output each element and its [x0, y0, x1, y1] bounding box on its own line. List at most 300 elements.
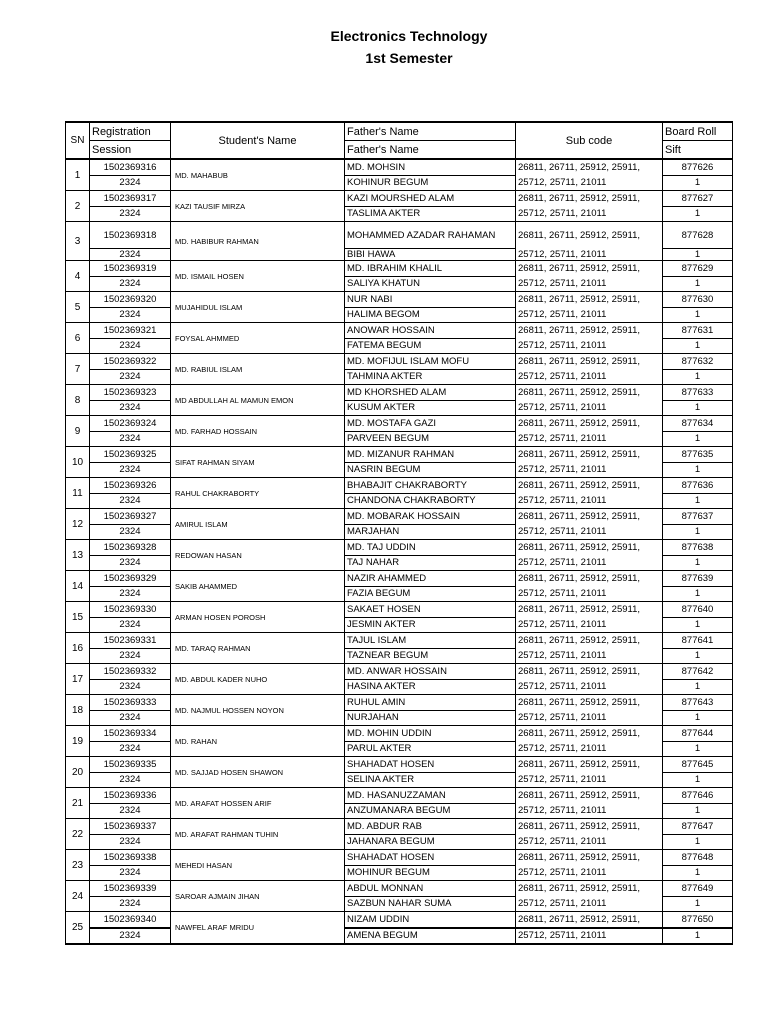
student-name-cell: MD. FARHAD HOSSAIN — [171, 416, 345, 447]
father-name-cell: MD KHORSHED ALAM — [345, 385, 516, 401]
student-row — [66, 191, 733, 207]
sn-cell: 4 — [66, 261, 90, 292]
registration-cell: 1502369320 — [90, 292, 171, 308]
sn-cell: 21 — [66, 788, 90, 819]
board-roll-cell: 877649 — [663, 881, 733, 897]
sift-cell: 1 — [663, 493, 733, 509]
mother-name-cell: SAZBUN NAHAR SUMA — [345, 896, 516, 912]
mother-name-cell: HASINA AKTER — [345, 679, 516, 695]
student-row-second-line — [66, 206, 733, 222]
sn-cell: 5 — [66, 292, 90, 323]
mother-name-cell: ANZUMANARA BEGUM — [345, 803, 516, 819]
sub-code-line-2: 25712, 25711, 21011 — [516, 586, 663, 602]
sift-cell: 1 — [663, 648, 733, 664]
sub-code-line-1: 26811, 26711, 25912, 25911, — [516, 385, 663, 401]
student-name-cell: SAKIB AHAMMED — [171, 571, 345, 602]
sub-code-line-1: 26811, 26711, 25912, 25911, — [516, 881, 663, 897]
board-roll-cell: 877646 — [663, 788, 733, 804]
sn-cell: 12 — [66, 509, 90, 540]
student-row — [66, 881, 733, 897]
student-name-cell: ARMAN HOSEN POROSH — [171, 602, 345, 633]
sift-cell: 1 — [663, 206, 733, 222]
sn-cell: 19 — [66, 726, 90, 757]
sub-code-line-2: 25712, 25711, 21011 — [516, 896, 663, 912]
father-name-cell: SHAHADAT HOSEN — [345, 850, 516, 866]
student-row-second-line — [66, 493, 733, 509]
sub-code-line-1: 26811, 26711, 25912, 25911, — [516, 664, 663, 680]
sn-cell: 16 — [66, 633, 90, 664]
sub-code-line-1: 26811, 26711, 25912, 25911, — [516, 788, 663, 804]
mother-name-cell: SELINA AKTER — [345, 772, 516, 788]
sub-code-line-2: 25712, 25711, 21011 — [516, 338, 663, 354]
student-row-second-line — [66, 175, 733, 191]
student-name-cell: MD. ARAFAT RAHMAN TUHIN — [171, 819, 345, 850]
sub-code-line-2: 25712, 25711, 21011 — [516, 710, 663, 726]
session-cell: 2324 — [90, 431, 171, 447]
registration-cell: 1502369321 — [90, 323, 171, 339]
mother-name-cell: TAZNEAR BEGUM — [345, 648, 516, 664]
sn-cell: 14 — [66, 571, 90, 602]
father-name-cell: MD. MIZANUR RAHMAN — [345, 447, 516, 463]
mother-name-cell: NASRIN BEGUM — [345, 462, 516, 478]
board-roll-cell: 877638 — [663, 540, 733, 556]
session-cell: 2324 — [90, 338, 171, 354]
sn-cell: 25 — [66, 912, 90, 945]
header-row-1 — [66, 122, 733, 141]
student-name-cell: KAZI TAUSIF MIRZA — [171, 191, 345, 222]
student-row — [66, 788, 733, 804]
father-name-cell: KAZI MOURSHED ALAM — [345, 191, 516, 207]
board-roll-cell: 877640 — [663, 602, 733, 618]
sift-cell: 1 — [663, 338, 733, 354]
sub-code-line-2: 25712, 25711, 21011 — [516, 648, 663, 664]
sn-cell: 15 — [66, 602, 90, 633]
sub-code-line-2: 25712, 25711, 21011 — [516, 493, 663, 509]
board-roll-cell: 877643 — [663, 695, 733, 711]
registration-cell: 1502369334 — [90, 726, 171, 742]
board-roll-cell: 877631 — [663, 323, 733, 339]
father-name-cell: MD. ANWAR HOSSAIN — [345, 664, 516, 680]
student-row-second-line — [66, 462, 733, 478]
student-row-second-line — [66, 710, 733, 726]
sn-cell: 22 — [66, 819, 90, 850]
mother-name-cell: PARUL AKTER — [345, 741, 516, 757]
student-row-second-line — [66, 803, 733, 819]
student-row-second-line — [66, 772, 733, 788]
session-cell: 2324 — [90, 524, 171, 540]
student-row-second-line — [66, 276, 733, 292]
sub-code-line-2: 25712, 25711, 21011 — [516, 206, 663, 222]
registration-cell: 1502369326 — [90, 478, 171, 494]
header-registration: Registration — [90, 122, 171, 141]
father-name-cell: BHABAJIT CHAKRABORTY — [345, 478, 516, 494]
registration-cell: 1502369324 — [90, 416, 171, 432]
mother-name-cell: NURJAHAN — [345, 710, 516, 726]
sn-cell: 6 — [66, 323, 90, 354]
student-name-cell: MD. ABDUL KADER NUHO — [171, 664, 345, 695]
sub-code-line-1: 26811, 26711, 25912, 25911, — [516, 850, 663, 866]
student-row-second-line — [66, 338, 733, 354]
sub-code-line-1: 26811, 26711, 25912, 25911, — [516, 191, 663, 207]
session-cell: 2324 — [90, 803, 171, 819]
sift-cell: 1 — [663, 369, 733, 385]
student-name-cell: REDOWAN HASAN — [171, 540, 345, 571]
student-name-cell: AMIRUL ISLAM — [171, 509, 345, 540]
mother-name-cell: TASLIMA AKTER — [345, 206, 516, 222]
student-row — [66, 354, 733, 370]
session-cell: 2324 — [90, 741, 171, 757]
student-name-cell: MD. RABIUL ISLAM — [171, 354, 345, 385]
sub-code-line-1: 26811, 26711, 25912, 25911, — [516, 540, 663, 556]
mother-name-cell: MOHINUR BEGUM — [345, 865, 516, 881]
student-row-second-line — [66, 617, 733, 633]
board-roll-cell: 877635 — [663, 447, 733, 463]
sub-code-line-1: 26811, 26711, 25912, 25911, — [516, 478, 663, 494]
sub-code-line-1: 26811, 26711, 25912, 25911, — [516, 571, 663, 587]
registration-cell: 1502369333 — [90, 695, 171, 711]
registration-cell: 1502369335 — [90, 757, 171, 773]
father-name-cell: MD. MOBARAK HOSSAIN — [345, 509, 516, 525]
student-row — [66, 159, 733, 175]
father-name-cell: MD. MOSTAFA GAZI — [345, 416, 516, 432]
session-cell: 2324 — [90, 710, 171, 726]
sub-code-line-1: 26811, 26711, 25912, 25911, — [516, 819, 663, 835]
sub-code-line-1: 26811, 26711, 25912, 25911, — [516, 354, 663, 370]
student-name-cell: MUJAHIDUL ISLAM — [171, 292, 345, 323]
sift-cell: 1 — [663, 524, 733, 540]
sub-code-line-2: 25712, 25711, 21011 — [516, 431, 663, 447]
board-roll-cell: 877626 — [663, 159, 733, 175]
student-row-second-line — [66, 648, 733, 664]
student-row — [66, 447, 733, 463]
student-name-cell: MD. RAHAN — [171, 726, 345, 757]
father-name-cell: NUR NABI — [345, 292, 516, 308]
board-roll-cell: 877633 — [663, 385, 733, 401]
session-cell: 2324 — [90, 648, 171, 664]
father-name-cell: MD. ABDUR RAB — [345, 819, 516, 835]
sub-code-line-1: 26811, 26711, 25912, 25911, — [516, 757, 663, 773]
session-cell: 2324 — [90, 493, 171, 509]
student-name-cell: MD. SAJJAD HOSEN SHAWON — [171, 757, 345, 788]
session-cell: 2324 — [90, 617, 171, 633]
header-sub-code: Sub code — [516, 122, 663, 159]
sn-cell: 17 — [66, 664, 90, 695]
sub-code-line-2: 25712, 25711, 21011 — [516, 679, 663, 695]
registration-cell: 1502369336 — [90, 788, 171, 804]
board-roll-cell: 877648 — [663, 850, 733, 866]
sn-cell: 9 — [66, 416, 90, 447]
results-table — [65, 121, 733, 945]
sub-code-line-2: 25712, 25711, 21011 — [516, 865, 663, 881]
sn-cell: 8 — [66, 385, 90, 416]
student-name-cell: MD. HABIBUR RAHMAN — [171, 222, 345, 261]
sub-code-line-2: 25712, 25711, 21011 — [516, 555, 663, 571]
board-roll-cell: 877642 — [663, 664, 733, 680]
header-fathers-name: Father's Name — [345, 122, 516, 141]
father-name-cell: MD. TAJ UDDIN — [345, 540, 516, 556]
mother-name-cell: BIBI HAWA — [345, 249, 516, 261]
board-roll-cell: 877641 — [663, 633, 733, 649]
registration-cell: 1502369339 — [90, 881, 171, 897]
student-name-cell: SIFAT RAHMAN SIYAM — [171, 447, 345, 478]
mother-name-cell: KOHINUR BEGUM — [345, 175, 516, 191]
mother-name-cell: TAJ NAHAR — [345, 555, 516, 571]
sub-code-line-1: 26811, 26711, 25912, 25911, — [516, 292, 663, 308]
registration-cell: 1502369317 — [90, 191, 171, 207]
student-row-second-line — [66, 741, 733, 757]
father-name-cell: SHAHADAT HOSEN — [345, 757, 516, 773]
sub-code-line-1: 26811, 26711, 25912, 25911, — [516, 416, 663, 432]
sift-cell: 1 — [663, 896, 733, 912]
student-row-second-line — [66, 834, 733, 850]
student-name-cell: MD. ISMAIL HOSEN — [171, 261, 345, 292]
student-row-second-line — [66, 586, 733, 602]
sub-code-line-2: 25712, 25711, 21011 — [516, 175, 663, 191]
sub-code-line-1: 26811, 26711, 25912, 25911, — [516, 726, 663, 742]
mother-name-cell: MARJAHAN — [345, 524, 516, 540]
student-row-second-line — [66, 555, 733, 571]
mother-name-cell: JAHANARA BEGUM — [345, 834, 516, 850]
mother-name-cell: SALIYA KHATUN — [345, 276, 516, 292]
sift-cell: 1 — [663, 617, 733, 633]
sift-cell: 1 — [663, 276, 733, 292]
sub-code-line-1: 26811, 26711, 25912, 25911, — [516, 912, 663, 928]
header-session: Session — [90, 141, 171, 160]
student-row — [66, 664, 733, 680]
sift-cell: 1 — [663, 555, 733, 571]
header-sift: Sift — [663, 141, 733, 160]
board-roll-cell: 877628 — [663, 222, 733, 249]
sub-code-line-2: 25712, 25711, 21011 — [516, 928, 663, 945]
registration-cell: 1502369325 — [90, 447, 171, 463]
student-name-cell: RAHUL CHAKRABORTY — [171, 478, 345, 509]
student-row — [66, 540, 733, 556]
board-roll-cell: 877650 — [663, 912, 733, 928]
page-subtitle: 1st Semester — [365, 50, 453, 66]
session-cell: 2324 — [90, 206, 171, 222]
registration-cell: 1502369328 — [90, 540, 171, 556]
student-name-cell: MD ABDULLAH AL MAMUN EMON — [171, 385, 345, 416]
sift-cell: 1 — [663, 803, 733, 819]
father-name-cell: NIZAM UDDIN — [345, 912, 516, 928]
sift-cell: 1 — [663, 772, 733, 788]
header-student-name: Student's Name — [171, 122, 345, 159]
board-roll-cell: 877630 — [663, 292, 733, 308]
father-name-cell: MOHAMMED AZADAR RAHAMAN — [345, 222, 516, 249]
student-row-second-line — [66, 679, 733, 695]
registration-cell: 1502369337 — [90, 819, 171, 835]
sub-code-line-2: 25712, 25711, 21011 — [516, 617, 663, 633]
sub-code-line-2: 25712, 25711, 21011 — [516, 524, 663, 540]
student-row — [66, 509, 733, 525]
session-cell: 2324 — [90, 834, 171, 850]
student-row — [66, 757, 733, 773]
registration-cell: 1502369318 — [90, 222, 171, 249]
sub-code-line-1: 26811, 26711, 25912, 25911, — [516, 695, 663, 711]
sub-code-line-2: 25712, 25711, 21011 — [516, 803, 663, 819]
sub-code-line-2: 25712, 25711, 21011 — [516, 249, 663, 261]
sift-cell: 1 — [663, 834, 733, 850]
board-roll-cell: 877627 — [663, 191, 733, 207]
student-row — [66, 571, 733, 587]
registration-cell: 1502369330 — [90, 602, 171, 618]
registration-cell: 1502369319 — [90, 261, 171, 277]
sub-code-line-2: 25712, 25711, 21011 — [516, 462, 663, 478]
session-cell: 2324 — [90, 462, 171, 478]
father-name-cell: ABDUL MONNAN — [345, 881, 516, 897]
sub-code-line-2: 25712, 25711, 21011 — [516, 834, 663, 850]
header-sn: SN — [66, 122, 90, 159]
student-row-second-line — [66, 249, 733, 261]
sift-cell: 1 — [663, 249, 733, 261]
session-cell: 2324 — [90, 175, 171, 191]
sift-cell: 1 — [663, 462, 733, 478]
student-row-second-line — [66, 896, 733, 912]
student-row — [66, 385, 733, 401]
sub-code-line-1: 26811, 26711, 25912, 25911, — [516, 159, 663, 175]
father-name-cell: MD. MOHIN UDDIN — [345, 726, 516, 742]
sift-cell: 1 — [663, 586, 733, 602]
sn-cell: 10 — [66, 447, 90, 478]
sub-code-line-2: 25712, 25711, 21011 — [516, 400, 663, 416]
registration-cell: 1502369338 — [90, 850, 171, 866]
session-cell: 2324 — [90, 400, 171, 416]
registration-cell: 1502369322 — [90, 354, 171, 370]
student-row — [66, 292, 733, 308]
father-name-cell: NAZIR AHAMMED — [345, 571, 516, 587]
sub-code-line-1: 26811, 26711, 25912, 25911, — [516, 222, 663, 249]
board-roll-cell: 877632 — [663, 354, 733, 370]
sift-cell: 1 — [663, 400, 733, 416]
student-name-cell: MD. NAJMUL HOSSEN NOYON — [171, 695, 345, 726]
mother-name-cell: FAZIA BEGUM — [345, 586, 516, 602]
student-row-second-line — [66, 431, 733, 447]
board-roll-cell: 877637 — [663, 509, 733, 525]
student-row — [66, 222, 733, 249]
registration-cell: 1502369323 — [90, 385, 171, 401]
mother-name-cell: FATEMA BEGUM — [345, 338, 516, 354]
session-cell: 2324 — [90, 772, 171, 788]
student-row-second-line — [66, 307, 733, 323]
mother-name-cell: CHANDONA CHAKRABORTY — [345, 493, 516, 509]
registration-cell: 1502369332 — [90, 664, 171, 680]
father-name-cell: MD. HASANUZZAMAN — [345, 788, 516, 804]
student-row — [66, 912, 733, 928]
sub-code-line-1: 26811, 26711, 25912, 25911, — [516, 633, 663, 649]
registration-cell: 1502369329 — [90, 571, 171, 587]
registration-cell: 1502369327 — [90, 509, 171, 525]
sift-cell: 1 — [663, 865, 733, 881]
mother-name-cell: PARVEEN BEGUM — [345, 431, 516, 447]
sn-cell: 20 — [66, 757, 90, 788]
sn-cell: 2 — [66, 191, 90, 222]
sub-code-line-2: 25712, 25711, 21011 — [516, 276, 663, 292]
student-row — [66, 726, 733, 742]
registration-cell: 1502369340 — [90, 912, 171, 928]
sift-cell: 1 — [663, 679, 733, 695]
sift-cell: 1 — [663, 928, 733, 945]
board-roll-cell: 877647 — [663, 819, 733, 835]
sn-cell: 18 — [66, 695, 90, 726]
sn-cell: 7 — [66, 354, 90, 385]
session-cell: 2324 — [90, 928, 171, 945]
session-cell: 2324 — [90, 865, 171, 881]
father-name-cell: ANOWAR HOSSAIN — [345, 323, 516, 339]
mother-name-cell: KUSUM AKTER — [345, 400, 516, 416]
sub-code-line-2: 25712, 25711, 21011 — [516, 741, 663, 757]
student-name-cell: MD. MAHABUB — [171, 159, 345, 191]
session-cell: 2324 — [90, 679, 171, 695]
sub-code-line-1: 26811, 26711, 25912, 25911, — [516, 323, 663, 339]
student-row — [66, 695, 733, 711]
student-row-second-line — [66, 369, 733, 385]
session-cell: 2324 — [90, 555, 171, 571]
sn-cell: 3 — [66, 222, 90, 261]
board-roll-cell: 877636 — [663, 478, 733, 494]
sift-cell: 1 — [663, 307, 733, 323]
student-name-cell: SAROAR AJMAIN JIHAN — [171, 881, 345, 912]
header-fathers-name-2: Father's Name — [345, 141, 516, 160]
sub-code-line-2: 25712, 25711, 21011 — [516, 369, 663, 385]
sn-cell: 23 — [66, 850, 90, 881]
session-cell: 2324 — [90, 896, 171, 912]
board-roll-cell: 877639 — [663, 571, 733, 587]
sub-code-line-1: 26811, 26711, 25912, 25911, — [516, 602, 663, 618]
sn-cell: 24 — [66, 881, 90, 912]
mother-name-cell: HALIMA BEGOM — [345, 307, 516, 323]
mother-name-cell: JESMIN AKTER — [345, 617, 516, 633]
student-row — [66, 633, 733, 649]
session-cell: 2324 — [90, 586, 171, 602]
student-row — [66, 602, 733, 618]
registration-cell: 1502369331 — [90, 633, 171, 649]
father-name-cell: MD. IBRAHIM KHALIL — [345, 261, 516, 277]
student-row-second-line — [66, 928, 733, 945]
sub-code-line-1: 26811, 26711, 25912, 25911, — [516, 261, 663, 277]
sift-cell: 1 — [663, 741, 733, 757]
sub-code-line-1: 26811, 26711, 25912, 25911, — [516, 509, 663, 525]
student-row — [66, 416, 733, 432]
student-name-cell: FOYSAL AHMMED — [171, 323, 345, 354]
student-name-cell: NAWFEL ARAF MRIDU — [171, 912, 345, 945]
student-row — [66, 850, 733, 866]
mother-name-cell: TAHMINA AKTER — [345, 369, 516, 385]
session-cell: 2324 — [90, 249, 171, 261]
registration-cell: 1502369316 — [90, 159, 171, 175]
student-name-cell: MD. ARAFAT HOSSEN ARIF — [171, 788, 345, 819]
sub-code-line-2: 25712, 25711, 21011 — [516, 307, 663, 323]
student-row-second-line — [66, 524, 733, 540]
student-name-cell: MD. TARAQ RAHMAN — [171, 633, 345, 664]
father-name-cell: SAKAET HOSEN — [345, 602, 516, 618]
father-name-cell: RUHUL AMIN — [345, 695, 516, 711]
sub-code-line-2: 25712, 25711, 21011 — [516, 772, 663, 788]
student-row — [66, 819, 733, 835]
father-name-cell: MD. MOFIJUL ISLAM MOFU — [345, 354, 516, 370]
board-roll-cell: 877629 — [663, 261, 733, 277]
student-name-cell: MEHEDI HASAN — [171, 850, 345, 881]
student-row-second-line — [66, 865, 733, 881]
sift-cell: 1 — [663, 710, 733, 726]
session-cell: 2324 — [90, 307, 171, 323]
student-row — [66, 478, 733, 494]
sift-cell: 1 — [663, 431, 733, 447]
page-title: Electronics Technology — [330, 28, 488, 44]
header-board-roll: Board Roll — [663, 122, 733, 141]
sn-cell: 13 — [66, 540, 90, 571]
father-name-cell: TAJUL ISLAM — [345, 633, 516, 649]
session-cell: 2324 — [90, 369, 171, 385]
